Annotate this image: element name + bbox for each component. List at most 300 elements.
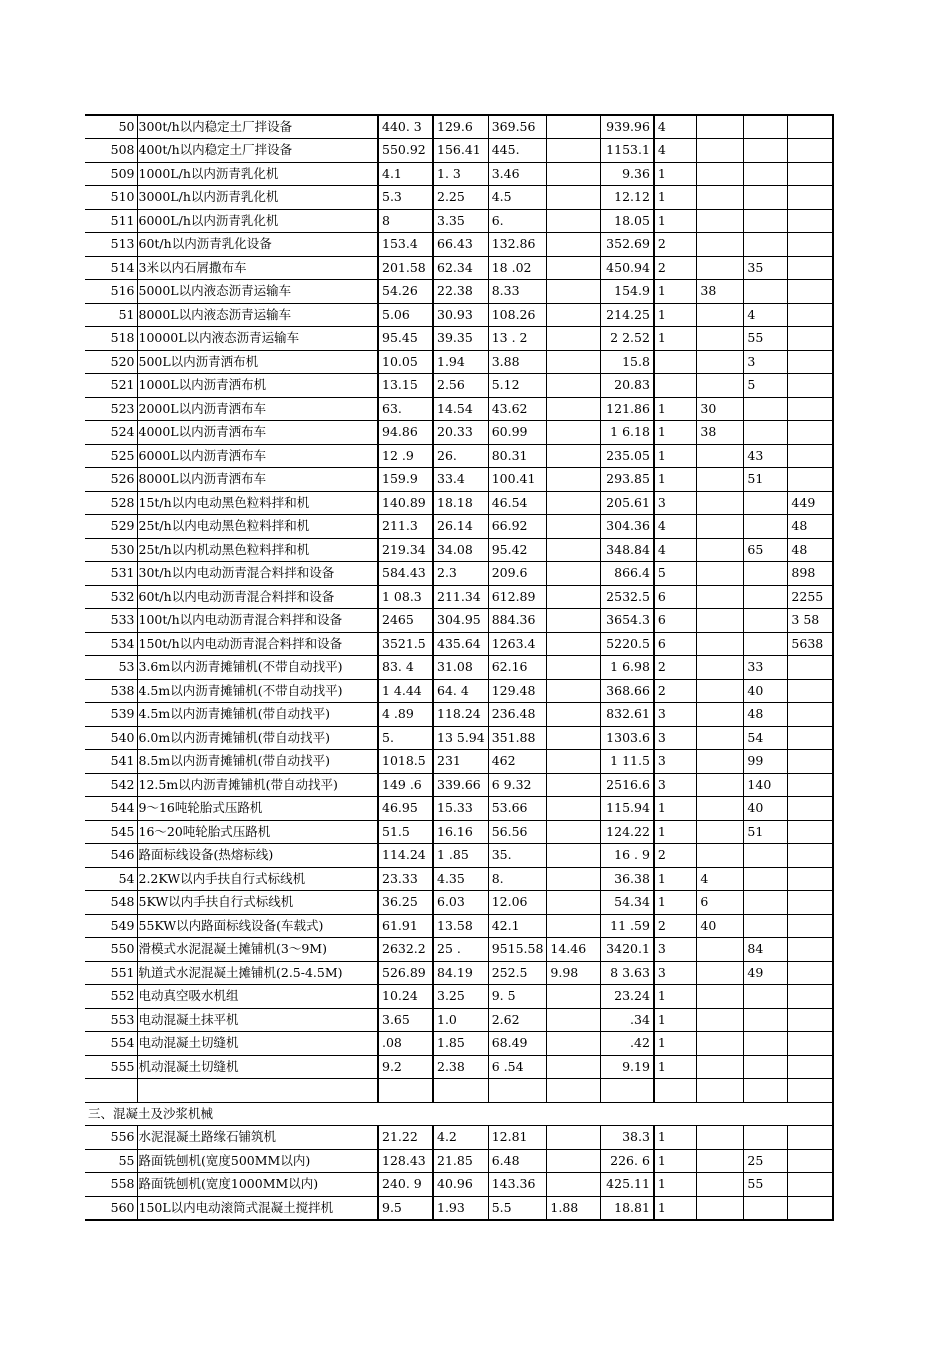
table-row <box>85 985 833 1009</box>
row-value-3: 6 .54 <box>488 1055 547 1079</box>
row-value-7 <box>697 209 744 233</box>
row-value-9 <box>788 1196 833 1220</box>
row-value-3: 42.1 <box>488 914 547 938</box>
row-value-8 <box>744 914 788 938</box>
row-value-6: 6 <box>654 609 697 633</box>
row-value-5: 15.8 <box>601 350 654 374</box>
table-row <box>85 374 833 398</box>
row-code: 510 <box>85 186 137 210</box>
row-value-1: 9.5 <box>378 1196 433 1220</box>
row-value-3: 1263.4 <box>488 632 547 656</box>
row-value-1: 149 .6 <box>378 773 433 797</box>
row-value-4 <box>547 421 601 445</box>
row-value-5: 1153.1 <box>601 139 654 163</box>
row-value-2: 231 <box>433 750 488 774</box>
row-value-1: 219.34 <box>378 538 433 562</box>
row-value-7 <box>697 374 744 398</box>
row-value-9 <box>788 985 833 1009</box>
row-value-7 <box>697 679 744 703</box>
row-value-6: 1 <box>654 1008 697 1032</box>
row-value-3: 3.88 <box>488 350 547 374</box>
row-value-9 <box>788 750 833 774</box>
table-row <box>85 750 833 774</box>
row-value-3: 143.36 <box>488 1173 547 1197</box>
row-code: 511 <box>85 209 137 233</box>
table-row <box>85 303 833 327</box>
row-value-9 <box>788 820 833 844</box>
row-value-6: 1 <box>654 1126 697 1150</box>
blank-cell <box>654 1079 697 1103</box>
row-value-6: 1 <box>654 1173 697 1197</box>
row-value-9 <box>788 726 833 750</box>
row-value-6: 3 <box>654 938 697 962</box>
row-code: 545 <box>85 820 137 844</box>
row-value-4 <box>547 186 601 210</box>
row-name: 150t/h以内电动沥青混合料拌和设备 <box>137 632 378 656</box>
row-value-3: 66.92 <box>488 515 547 539</box>
row-value-2: 2.25 <box>433 186 488 210</box>
row-value-1: 159.9 <box>378 468 433 492</box>
row-code: 54 <box>85 867 137 891</box>
row-value-6: 4 <box>654 139 697 163</box>
row-value-1: 9.2 <box>378 1055 433 1079</box>
row-name: 2.2KW以内手扶自行式标线机 <box>137 867 378 891</box>
row-name: 路面铣刨机(宽度500MM以内) <box>137 1149 378 1173</box>
table-row <box>85 585 833 609</box>
row-name: 5000L以内液态沥青运输车 <box>137 280 378 304</box>
row-value-6: 1 <box>654 797 697 821</box>
row-code: 53 <box>85 656 137 680</box>
row-value-6: 2 <box>654 679 697 703</box>
row-name: 电动混凝土切缝机 <box>137 1032 378 1056</box>
row-value-7 <box>697 985 744 1009</box>
row-value-7: 6 <box>697 891 744 915</box>
row-value-1: 36.25 <box>378 891 433 915</box>
row-value-2: 40.96 <box>433 1173 488 1197</box>
row-name: 12.5m以内沥青摊铺机(带自动找平) <box>137 773 378 797</box>
row-value-4 <box>547 797 601 821</box>
table-row <box>85 515 833 539</box>
row-value-9 <box>788 679 833 703</box>
row-code: 518 <box>85 327 137 351</box>
row-value-9 <box>788 280 833 304</box>
table-row <box>85 797 833 821</box>
row-value-3: 5.5 <box>488 1196 547 1220</box>
row-code: 524 <box>85 421 137 445</box>
row-value-3: 43.62 <box>488 397 547 421</box>
row-value-6: 6 <box>654 585 697 609</box>
row-value-6: 1 <box>654 468 697 492</box>
row-name: 5KW以内手扶自行式标线机 <box>137 891 378 915</box>
row-name: 500L以内沥青洒布机 <box>137 350 378 374</box>
row-value-5: 348.84 <box>601 538 654 562</box>
row-value-8 <box>744 585 788 609</box>
row-value-3: 884.36 <box>488 609 547 633</box>
row-name: 水泥混凝土路缘石铺筑机 <box>137 1126 378 1150</box>
row-value-7 <box>697 1196 744 1220</box>
row-value-2: 30.93 <box>433 303 488 327</box>
row-value-8: 84 <box>744 938 788 962</box>
row-value-4 <box>547 844 601 868</box>
row-value-2: 304.95 <box>433 609 488 633</box>
row-value-3: 8. <box>488 867 547 891</box>
row-value-1: 1 08.3 <box>378 585 433 609</box>
row-value-3: 18 .02 <box>488 256 547 280</box>
row-value-9 <box>788 209 833 233</box>
row-code: 50 <box>85 115 137 139</box>
row-value-6: 1 <box>654 397 697 421</box>
row-value-4: 1.88 <box>547 1196 601 1220</box>
row-value-9: 898 <box>788 562 833 586</box>
row-value-1: 153.4 <box>378 233 433 257</box>
row-name: 2000L以内沥青洒布车 <box>137 397 378 421</box>
row-value-4 <box>547 1055 601 1079</box>
row-value-8: 5 <box>744 374 788 398</box>
row-value-4 <box>547 562 601 586</box>
row-value-2: 129.6 <box>433 115 488 139</box>
row-value-8: 40 <box>744 679 788 703</box>
table-row <box>85 397 833 421</box>
row-value-7 <box>697 1032 744 1056</box>
table-row <box>85 233 833 257</box>
row-value-5: 450.94 <box>601 256 654 280</box>
row-value-7 <box>697 961 744 985</box>
row-value-3: 9515.58 <box>488 938 547 962</box>
row-code: 538 <box>85 679 137 703</box>
row-value-1: 13.15 <box>378 374 433 398</box>
row-value-6: 1 <box>654 421 697 445</box>
row-code: 546 <box>85 844 137 868</box>
row-value-3: 12.06 <box>488 891 547 915</box>
row-value-6: 2 <box>654 844 697 868</box>
row-value-5: 293.85 <box>601 468 654 492</box>
row-value-7 <box>697 797 744 821</box>
table-row <box>85 726 833 750</box>
row-value-1: 95.45 <box>378 327 433 351</box>
row-value-7 <box>697 844 744 868</box>
row-value-8: 35 <box>744 256 788 280</box>
row-code: 529 <box>85 515 137 539</box>
row-value-2: 15.33 <box>433 797 488 821</box>
row-value-4 <box>547 515 601 539</box>
row-value-9 <box>788 139 833 163</box>
row-value-5: 226. 6 <box>601 1149 654 1173</box>
row-value-4 <box>547 491 601 515</box>
row-value-5: 2532.5 <box>601 585 654 609</box>
row-value-9 <box>788 115 833 139</box>
row-value-9: 449 <box>788 491 833 515</box>
row-value-1: 51.5 <box>378 820 433 844</box>
blank-cell <box>547 1079 601 1103</box>
row-value-1: 5. <box>378 726 433 750</box>
row-value-3: 3.46 <box>488 162 547 186</box>
row-value-9 <box>788 350 833 374</box>
row-value-4 <box>547 162 601 186</box>
row-value-9 <box>788 233 833 257</box>
row-value-9 <box>788 162 833 186</box>
row-value-6: 1 <box>654 444 697 468</box>
row-name: 1000L以内沥青洒布机 <box>137 374 378 398</box>
row-name: 机动混凝土切缝机 <box>137 1055 378 1079</box>
table-row <box>85 186 833 210</box>
row-name: 100t/h以内电动沥青混合料拌和设备 <box>137 609 378 633</box>
row-value-3: 132.86 <box>488 233 547 257</box>
row-value-9 <box>788 1173 833 1197</box>
row-value-6: 1 <box>654 280 697 304</box>
row-value-6: 1 <box>654 186 697 210</box>
row-value-5: 1303.6 <box>601 726 654 750</box>
row-value-3: 100.41 <box>488 468 547 492</box>
row-value-6: 1 <box>654 1055 697 1079</box>
row-value-9 <box>788 773 833 797</box>
row-value-2: 1. 3 <box>433 162 488 186</box>
row-value-2: 26. <box>433 444 488 468</box>
row-value-4 <box>547 703 601 727</box>
row-value-1: 21.22 <box>378 1126 433 1150</box>
row-value-5: 2 2.52 <box>601 327 654 351</box>
row-value-2: 435.64 <box>433 632 488 656</box>
row-value-5: 1 6.18 <box>601 421 654 445</box>
row-value-9 <box>788 1055 833 1079</box>
row-value-3: 56.56 <box>488 820 547 844</box>
row-value-2: 25 . <box>433 938 488 962</box>
row-value-4 <box>547 115 601 139</box>
row-value-9: 3 58 <box>788 609 833 633</box>
row-name: 10000L以内液态沥青运输车 <box>137 327 378 351</box>
row-value-5: 939.96 <box>601 115 654 139</box>
row-value-5: 5220.5 <box>601 632 654 656</box>
row-code: 513 <box>85 233 137 257</box>
row-value-1: 201.58 <box>378 256 433 280</box>
row-value-2: 34.08 <box>433 538 488 562</box>
row-value-1: 240. 9 <box>378 1173 433 1197</box>
row-value-5: 154.9 <box>601 280 654 304</box>
row-name: 8000L以内沥青洒布车 <box>137 468 378 492</box>
row-value-6: 3 <box>654 773 697 797</box>
row-value-2: 3.25 <box>433 985 488 1009</box>
row-value-8 <box>744 1126 788 1150</box>
row-value-6: 1 <box>654 1196 697 1220</box>
row-code: 508 <box>85 139 137 163</box>
row-value-4 <box>547 750 601 774</box>
row-code: 549 <box>85 914 137 938</box>
row-code: 509 <box>85 162 137 186</box>
row-value-2: 18.18 <box>433 491 488 515</box>
row-value-3: 53.66 <box>488 797 547 821</box>
row-code: 555 <box>85 1055 137 1079</box>
row-value-2: 1.94 <box>433 350 488 374</box>
row-value-5: 205.61 <box>601 491 654 515</box>
row-value-9 <box>788 397 833 421</box>
table-row <box>85 632 833 656</box>
table-row <box>85 773 833 797</box>
row-value-9 <box>788 703 833 727</box>
row-value-5: 124.22 <box>601 820 654 844</box>
row-value-4 <box>547 233 601 257</box>
row-value-7 <box>697 750 744 774</box>
table-row <box>85 115 833 139</box>
row-name: 1000L/h以内沥青乳化机 <box>137 162 378 186</box>
row-code: 550 <box>85 938 137 962</box>
row-value-1: 128.43 <box>378 1149 433 1173</box>
row-code: 525 <box>85 444 137 468</box>
row-value-7 <box>697 562 744 586</box>
row-value-5: 12.12 <box>601 186 654 210</box>
row-value-5: 3654.3 <box>601 609 654 633</box>
row-name: 16～20吨轮胎式压路机 <box>137 820 378 844</box>
row-value-8 <box>744 844 788 868</box>
row-value-4 <box>547 609 601 633</box>
row-value-6: 5 <box>654 562 697 586</box>
table-row <box>85 327 833 351</box>
row-value-7 <box>697 1126 744 1150</box>
row-value-5: 20.83 <box>601 374 654 398</box>
row-value-7 <box>697 632 744 656</box>
row-value-6: 6 <box>654 632 697 656</box>
row-value-4 <box>547 1126 601 1150</box>
section-title: 三、混凝土及沙浆机械 <box>85 1102 833 1126</box>
row-value-3: 462 <box>488 750 547 774</box>
row-value-8: 48 <box>744 703 788 727</box>
row-value-3: 369.56 <box>488 115 547 139</box>
row-code: 541 <box>85 750 137 774</box>
row-value-9 <box>788 468 833 492</box>
row-value-6: 2 <box>654 256 697 280</box>
row-value-1: 12 .9 <box>378 444 433 468</box>
row-value-1: 4 .89 <box>378 703 433 727</box>
row-value-3: 6.48 <box>488 1149 547 1173</box>
row-value-9 <box>788 867 833 891</box>
table-row <box>85 938 833 962</box>
row-value-5: 54.34 <box>601 891 654 915</box>
row-value-5: .42 <box>601 1032 654 1056</box>
row-value-7 <box>697 139 744 163</box>
row-value-1: 8 <box>378 209 433 233</box>
row-value-3: 60.99 <box>488 421 547 445</box>
row-name: 9～16吨轮胎式压路机 <box>137 797 378 821</box>
row-code: 533 <box>85 609 137 633</box>
row-value-9 <box>788 186 833 210</box>
row-value-1: 1 4.44 <box>378 679 433 703</box>
row-value-8 <box>744 115 788 139</box>
row-name: 3.6m以内沥青摊铺机(不带自动找平) <box>137 656 378 680</box>
row-value-3: 12.81 <box>488 1126 547 1150</box>
table-row <box>85 1008 833 1032</box>
table-row <box>85 350 833 374</box>
row-code: 530 <box>85 538 137 562</box>
row-value-7 <box>697 327 744 351</box>
table-row <box>85 867 833 891</box>
row-value-4 <box>547 585 601 609</box>
row-value-7 <box>697 186 744 210</box>
row-value-8: 51 <box>744 468 788 492</box>
row-value-8 <box>744 139 788 163</box>
row-value-8 <box>744 1008 788 1032</box>
row-code: 560 <box>85 1196 137 1220</box>
row-value-9: 5638 <box>788 632 833 656</box>
row-value-7: 4 <box>697 867 744 891</box>
row-value-9 <box>788 844 833 868</box>
row-value-3: 9. 5 <box>488 985 547 1009</box>
row-value-8 <box>744 233 788 257</box>
row-value-9: 2255 <box>788 585 833 609</box>
row-name: 路面标线设备(热熔标线) <box>137 844 378 868</box>
row-value-5: 115.94 <box>601 797 654 821</box>
row-value-6: 3 <box>654 726 697 750</box>
row-value-6: 1 <box>654 1032 697 1056</box>
row-name: 滑模式水泥混凝土摊铺机(3～9M) <box>137 938 378 962</box>
row-value-1: 5.3 <box>378 186 433 210</box>
row-name: 60t/h以内电动沥青混合料拌和设备 <box>137 585 378 609</box>
table-row <box>85 820 833 844</box>
row-value-4 <box>547 773 601 797</box>
row-value-1: 10.05 <box>378 350 433 374</box>
row-value-5: 866.4 <box>601 562 654 586</box>
row-value-4 <box>547 374 601 398</box>
row-value-5: 2516.6 <box>601 773 654 797</box>
row-value-7 <box>697 491 744 515</box>
table-row <box>85 891 833 915</box>
row-value-6: 1 <box>654 867 697 891</box>
row-code: 523 <box>85 397 137 421</box>
row-value-6: 1 <box>654 303 697 327</box>
row-code: 542 <box>85 773 137 797</box>
table-row <box>85 961 833 985</box>
row-code: 51 <box>85 303 137 327</box>
row-value-2: 2.38 <box>433 1055 488 1079</box>
row-value-5: 832.61 <box>601 703 654 727</box>
row-value-2: 62.34 <box>433 256 488 280</box>
table-row <box>85 1173 833 1197</box>
row-code: 532 <box>85 585 137 609</box>
row-value-1: 94.86 <box>378 421 433 445</box>
row-value-3: 95.42 <box>488 538 547 562</box>
row-value-6: 3 <box>654 703 697 727</box>
row-value-8 <box>744 1196 788 1220</box>
row-value-5: 1 6.98 <box>601 656 654 680</box>
row-value-7 <box>697 1173 744 1197</box>
row-value-2: 2.3 <box>433 562 488 586</box>
row-value-5: 352.69 <box>601 233 654 257</box>
row-name: 400t/h以内稳定土厂拌设备 <box>137 139 378 163</box>
row-value-2: 13.58 <box>433 914 488 938</box>
row-name: 6000L/h以内沥青乳化机 <box>137 209 378 233</box>
row-value-5: 121.86 <box>601 397 654 421</box>
row-name: 15t/h以内电动黑色粒料拌和机 <box>137 491 378 515</box>
row-value-6: 1 <box>654 891 697 915</box>
row-value-1: 4.1 <box>378 162 433 186</box>
row-value-2: 13 5.94 <box>433 726 488 750</box>
row-value-2: 20.33 <box>433 421 488 445</box>
row-value-2: 1.93 <box>433 1196 488 1220</box>
row-value-4 <box>547 444 601 468</box>
blank-cell <box>488 1079 547 1103</box>
row-value-9 <box>788 797 833 821</box>
row-value-4: 9.98 <box>547 961 601 985</box>
row-value-4 <box>547 280 601 304</box>
row-value-8 <box>744 632 788 656</box>
row-value-6: 2 <box>654 914 697 938</box>
row-value-8: 51 <box>744 820 788 844</box>
row-value-7 <box>697 585 744 609</box>
row-value-1: 2465 <box>378 609 433 633</box>
row-value-3: 35. <box>488 844 547 868</box>
table-row <box>85 256 833 280</box>
row-value-1: 584.43 <box>378 562 433 586</box>
row-value-3: 8.33 <box>488 280 547 304</box>
row-value-7 <box>697 1055 744 1079</box>
table-row <box>85 656 833 680</box>
